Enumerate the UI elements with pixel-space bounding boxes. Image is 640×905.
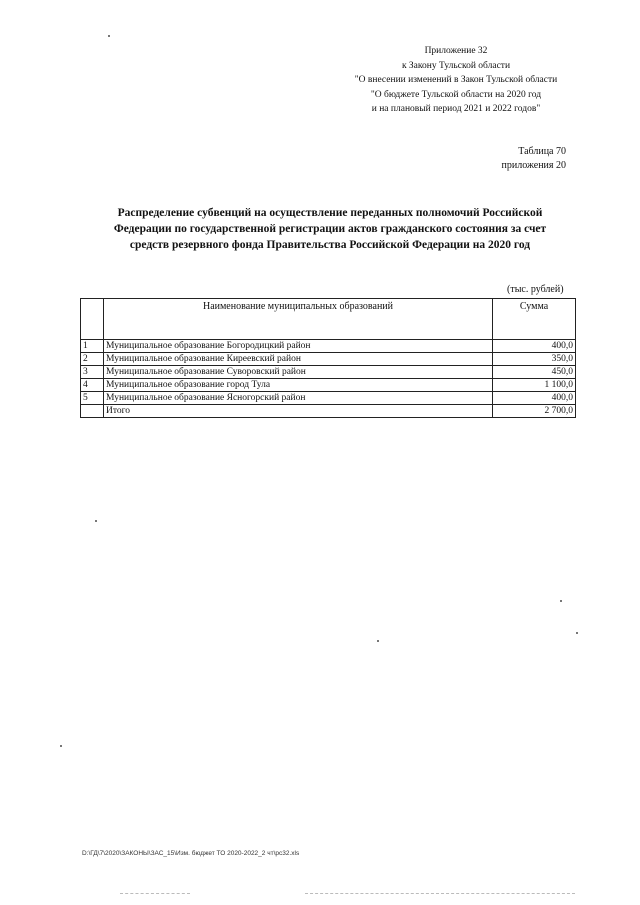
- scan-dash: [120, 893, 190, 894]
- row-name: Муниципальное образование Богородицкий район: [104, 340, 493, 353]
- row-name: Муниципальное образование Суворовский район: [104, 366, 493, 379]
- table-row: [81, 392, 576, 405]
- header-sum: Сумма: [493, 299, 576, 340]
- total-sum: 2 700,0: [493, 405, 576, 418]
- row-name: Муниципальное образование Ясногорский район: [104, 392, 493, 405]
- row-sum: 450,0: [493, 366, 576, 379]
- row-number: 3: [81, 366, 104, 379]
- row-name: Муниципальное образование город Тула: [104, 379, 493, 392]
- header-name: Наименование муниципальных образований: [104, 299, 493, 340]
- scan-speck: [560, 600, 562, 602]
- appendix-line: "О бюджете Тульской области на 2020 год: [370, 89, 542, 100]
- scan-speck: [377, 640, 379, 642]
- appendix-line: "О внесении изменений в Закон Тульской области: [354, 75, 558, 85]
- total-row: [81, 405, 576, 418]
- title-line: Распределение субвенций на осуществление переданных полномочий Российской: [117, 207, 543, 219]
- row-sum: 400,0: [493, 392, 576, 405]
- table-row: [81, 340, 576, 353]
- total-number: [81, 405, 104, 418]
- scan-speck: [95, 520, 97, 522]
- document-title: [80, 205, 580, 253]
- row-number: 4: [81, 379, 104, 392]
- scan-speck: [576, 632, 578, 634]
- row-name: Муниципальное образование Киреевский район: [104, 353, 493, 366]
- file-path-footer: D:\ГД\7\2020\ЗАКОНЫ\ЗАС_15\Изм. бюджет ТО 2020-2022_2 чт\рс32.xls: [82, 850, 300, 857]
- row-sum: 350,0: [493, 353, 576, 366]
- table-row: [81, 353, 576, 366]
- row-number: 2: [81, 353, 104, 366]
- title-line: Федерации по государственной регистрации актов гражданского состояния за счет: [113, 223, 547, 235]
- appendix-line: к Закону Тульской области: [401, 60, 511, 71]
- appendix-number: приложения 20: [501, 160, 566, 171]
- table-header-row: [81, 299, 576, 340]
- units-label: (тыс. рублей): [507, 284, 564, 295]
- distribution-table: [80, 298, 576, 418]
- appendix-line: Приложение 32: [424, 46, 488, 56]
- appendix-header: [336, 44, 576, 117]
- table-number: Таблица 70: [518, 146, 566, 157]
- header-number: [81, 299, 104, 340]
- title-line: средств резервного фонда Правительства Российской Федерации на 2020 год: [129, 239, 531, 251]
- row-sum: 1 100,0: [493, 379, 576, 392]
- total-label: Итого: [104, 405, 493, 418]
- row-sum: 400,0: [493, 340, 576, 353]
- row-number: 1: [81, 340, 104, 353]
- table-row: [81, 379, 576, 392]
- table-row: [81, 366, 576, 379]
- scan-dash: [305, 893, 575, 894]
- scan-speck: [108, 35, 110, 37]
- appendix-line: и на плановый период 2021 и 2022 годов": [371, 104, 541, 114]
- row-number: 5: [81, 392, 104, 405]
- scan-speck: [60, 745, 62, 747]
- table-reference: [502, 145, 566, 173]
